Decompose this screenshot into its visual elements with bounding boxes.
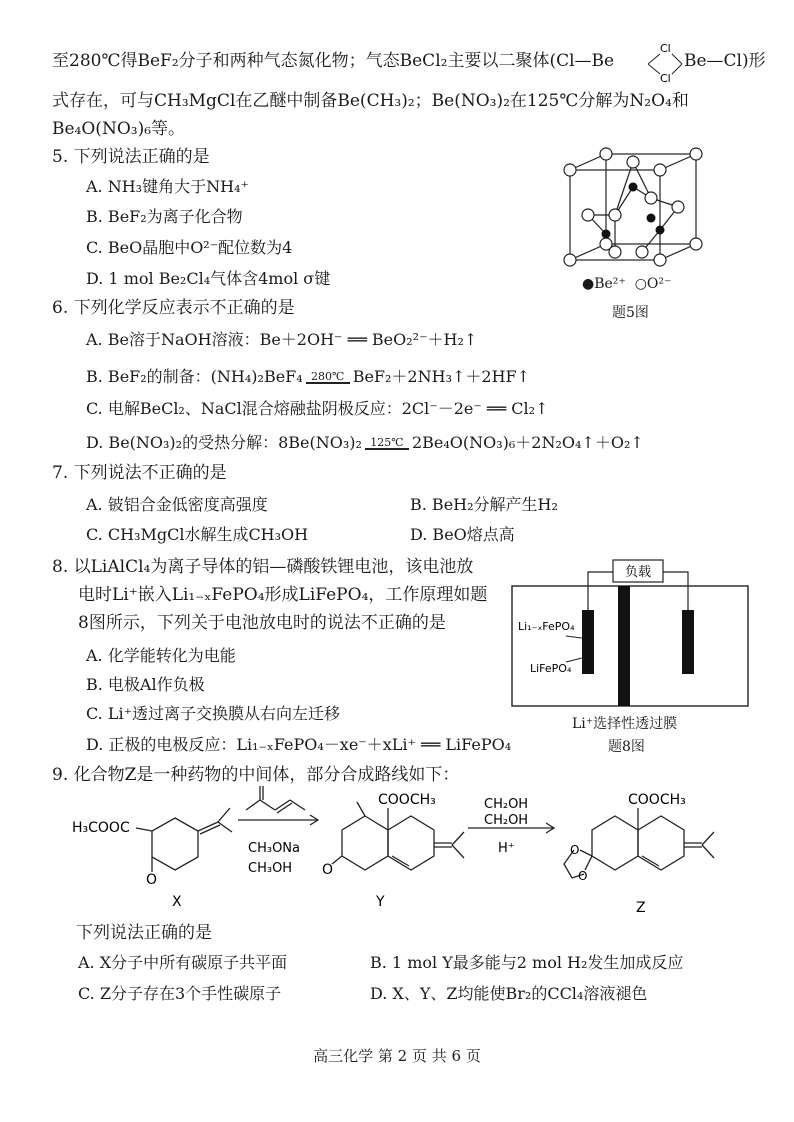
q8-stem-line-2: 电时Li⁺嵌入Li₁₋ₓFePO₄形成LiFePO₄，工作原理如题 — [78, 585, 488, 605]
q5-option-b: B. BeF₂为离子化合物 — [86, 207, 243, 226]
q8-option-a: A. 化学能转化为电能 — [86, 646, 236, 665]
page-footer: 高三化学 第 2 页 共 6 页 — [313, 1047, 481, 1065]
intro-line-2: 式存在，可与CH₃MgCl在乙醚中制备Be(CH₃)₂；Be(NO₃)₂在125℃分解为N₂O₄和 — [52, 91, 689, 111]
q6-option-b: B. BeF₂的制备：(NH₄)₂BeF₄ 280℃ BeF₂＋2NH₃↑＋2HF↑ — [86, 367, 531, 386]
battery-figure — [508, 550, 758, 710]
dimer-bridge-diagram — [646, 40, 684, 84]
q6-option-a: A. Be溶于NaOH溶液：Be＋2OH⁻ ══ BeO₂²⁻＋H₂↑ — [86, 330, 478, 349]
svg-text:Cl: Cl — [660, 42, 671, 55]
svg-text:CH₃OH: CH₃OH — [248, 861, 293, 876]
svg-text:O: O — [578, 869, 588, 883]
al-anode-electrode — [682, 610, 694, 674]
intro-line-1: 至280℃得BeF₂分子和两种气态氮化物；气态BeCl₂主要以二聚体(Cl—Be — [52, 51, 615, 71]
cathode-electrode — [582, 610, 594, 674]
q9-option-c: C. Z分子存在3个手性碳原子 — [78, 984, 282, 1003]
ion-membrane — [618, 586, 630, 706]
svg-text:O: O — [146, 872, 158, 888]
q5-option-a: A. NH₃键角大于NH₄⁺ — [86, 177, 249, 196]
svg-text:CH₂OH: CH₂OH — [484, 813, 529, 828]
svg-text:Y: Y — [376, 894, 385, 910]
q5-option-c: C. BeO晶胞中O²⁻配位数为4 — [86, 238, 293, 257]
svg-text:COOCH₃: COOCH₃ — [378, 792, 436, 808]
q6-stem: 6. 下列化学反应表示不正确的是 — [52, 298, 295, 318]
svg-text:O: O — [322, 862, 334, 878]
q6-option-d: D. Be(NO₃)₂的受热分解：8Be(NO₃)₂ 125℃ 2Be₄O(NO₃)₆＋2N₂O₄↑＋O₂↑ — [86, 433, 644, 452]
svg-text:Li₁₋ₓFePO₄: Li₁₋ₓFePO₄ — [518, 620, 575, 633]
svg-text:X: X — [172, 894, 182, 910]
q7-stem: 7. 下列说法不正确的是 — [52, 463, 227, 483]
q7-option-b: B. BeH₂分解产生H₂ — [410, 495, 558, 514]
q6-option-c: C. 电解BeCl₂、NaCl混合熔融盐阴极反应：2Cl⁻－2e⁻ ══ Cl₂↑ — [86, 399, 549, 418]
q8-stem-line-1: 8. 以LiAlCl₄为离子导体的铝—磷酸铁锂电池，该电池放 — [52, 557, 474, 577]
intro-line-1-tail: Be—Cl)形 — [684, 51, 766, 71]
q9-option-d: D. X、Y、Z均能使Br₂的CCl₄溶液褪色 — [370, 984, 648, 1003]
q9-stem: 9. 化合物Z是一种药物的中间体，部分合成路线如下： — [52, 765, 460, 785]
q5-legend: ●Be²⁺ ○O²⁻ — [582, 276, 672, 292]
svg-text:CH₂OH: CH₂OH — [484, 797, 529, 812]
q8-membrane-label: Li⁺选择性透过膜 — [572, 716, 678, 732]
q5-stem: 5. 下列说法正确的是 — [52, 147, 210, 167]
synthesis-route-scheme — [70, 780, 760, 920]
svg-text:O: O — [570, 843, 580, 857]
svg-text:H⁺: H⁺ — [498, 841, 515, 856]
q8-option-c: C. Li⁺透过离子交换膜从右向左迁移 — [86, 704, 341, 723]
svg-text:Cl: Cl — [660, 72, 671, 84]
q8-figure-caption: 题8图 — [608, 739, 645, 755]
q7-option-c: C. CH₃MgCl水解生成CH₃OH — [86, 525, 309, 544]
q9-option-a: A. X分子中所有碳原子共平面 — [78, 953, 288, 972]
svg-text:负载: 负载 — [624, 565, 652, 580]
q5-option-d: D. 1 mol Be₂Cl₄气体含4mol σ键 — [86, 269, 331, 288]
q8-option-d: D. 正极的电极反应：Li₁₋ₓFePO₄－xe⁻＋xLi⁺ ══ LiFePO₄ — [86, 735, 512, 754]
svg-text:CH₃ONa: CH₃ONa — [248, 841, 300, 856]
svg-text:LiFePO₄: LiFePO₄ — [530, 662, 572, 675]
q8-option-b: B. 电极Al作负极 — [86, 675, 205, 694]
o-ion-legend-icon: ○ — [634, 276, 647, 292]
q8-stem-line-3: 8图所示，下列关于电池放电时的说法不正确的是 — [78, 613, 446, 633]
intro-line-3: Be₄O(NO₃)₆等。 — [52, 119, 186, 139]
svg-text:H₃COOC: H₃COOC — [72, 820, 130, 836]
be-ion-legend-icon: ● — [582, 276, 595, 292]
svg-text:COOCH₃: COOCH₃ — [628, 792, 686, 808]
q9-option-b: B. 1 mol Y最多能与2 mol H₂发生加成反应 — [370, 953, 684, 972]
svg-text:Z: Z — [636, 900, 646, 916]
q5-figure-caption: 题5图 — [612, 305, 649, 321]
beo-unit-cell-figure — [556, 140, 706, 290]
q9-sub-stem: 下列说法正确的是 — [76, 923, 212, 943]
q7-option-d: D. BeO熔点高 — [410, 525, 515, 544]
q7-option-a: A. 铍铝合金低密度高强度 — [86, 495, 268, 514]
